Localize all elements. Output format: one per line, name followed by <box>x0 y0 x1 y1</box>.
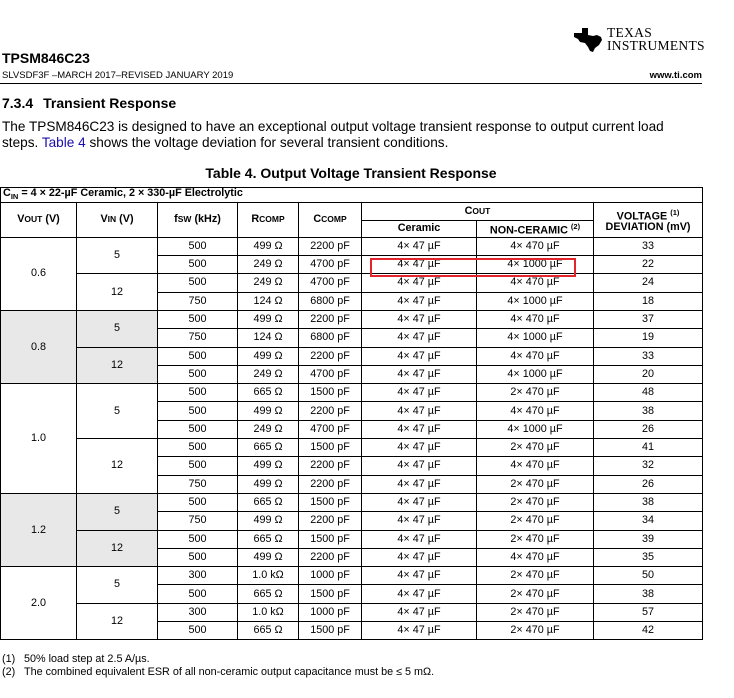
section-title: Transient Response <box>43 95 177 111</box>
table-notes <box>2 653 434 679</box>
ceramic-cell: 4× 47 µF <box>362 603 477 621</box>
ccomp-cell: 2200 pF <box>299 347 362 365</box>
fsw-cell: 300 <box>158 603 238 621</box>
non-ceramic-cell: 4× 1000 µF <box>477 365 594 383</box>
texas-state-icon <box>573 27 603 53</box>
ceramic-cell: 4× 47 µF <box>362 310 477 328</box>
ccomp-cell: 4700 pF <box>299 274 362 292</box>
ccomp-cell: 6800 pF <box>299 292 362 310</box>
ccomp-cell: 2200 pF <box>299 548 362 566</box>
non-ceramic-cell: 4× 470 µF <box>477 310 594 328</box>
ccomp-cell: 4700 pF <box>299 420 362 438</box>
header-voltage-deviation: VOLTAGE $^{(1)}$ DEVIATION (mV) <box>594 203 703 238</box>
rcomp-cell: 499 Ω <box>238 457 299 475</box>
deviation-cell: 38 <box>594 493 703 511</box>
rcomp-cell: 499 Ω <box>238 347 299 365</box>
ceramic-cell: 4× 47 µF <box>362 621 477 639</box>
deviation-cell: 32 <box>594 457 703 475</box>
website-link[interactable]: www.ti.com <box>649 70 702 81</box>
non-ceramic-cell: 4× 470 µF <box>477 457 594 475</box>
vout-cell: 1.0 <box>1 384 77 494</box>
ceramic-cell: 4× 47 µF <box>362 256 477 274</box>
deviation-cell: 22 <box>594 256 703 274</box>
header-rcomp: RCOMP <box>238 203 299 238</box>
fsw-cell: 500 <box>158 310 238 328</box>
rcomp-cell: 249 Ω <box>238 420 299 438</box>
ccomp-cell: 1000 pF <box>299 603 362 621</box>
ccomp-cell: 2200 pF <box>299 512 362 530</box>
fsw-cell: 500 <box>158 347 238 365</box>
ceramic-cell: 4× 47 µF <box>362 347 477 365</box>
ti-logo <box>573 25 705 55</box>
rcomp-cell: 665 Ω <box>238 585 299 603</box>
fsw-cell: 500 <box>158 530 238 548</box>
rcomp-cell: 665 Ω <box>238 384 299 402</box>
ceramic-cell: 4× 47 µF <box>362 567 477 585</box>
non-ceramic-cell: 2× 470 µF <box>477 384 594 402</box>
vout-cell: 0.8 <box>1 310 77 383</box>
section-number: 7.3.4 <box>2 95 34 111</box>
ceramic-cell: 4× 47 µF <box>362 585 477 603</box>
conditions-cell: $C_{IN} = 4 \times 22-\mu F$ Ceramic, 2 × 330-µF Electrolytic <box>1 188 703 203</box>
rcomp-cell: 499 Ω <box>238 512 299 530</box>
fsw-cell: 500 <box>158 621 238 639</box>
ceramic-cell: 4× 47 µF <box>362 402 477 420</box>
rcomp-cell: 249 Ω <box>238 365 299 383</box>
non-ceramic-cell: 4× 1000 µF <box>477 256 594 274</box>
ceramic-cell: 4× 47 µF <box>362 237 477 255</box>
deviation-cell: 33 <box>594 237 703 255</box>
conditions-row <box>1 188 703 203</box>
deviation-cell: 48 <box>594 384 703 402</box>
table-body <box>1 188 703 640</box>
note-1: (1) 50% load step at 2.5 A/µs. <box>2 653 150 665</box>
intro-paragraph <box>2 119 702 150</box>
header-rule <box>0 83 702 84</box>
fsw-cell: 500 <box>158 365 238 383</box>
fsw-cell: 750 <box>158 475 238 493</box>
ccomp-cell: 1000 pF <box>299 567 362 585</box>
non-ceramic-cell: 4× 470 µF <box>477 347 594 365</box>
ceramic-cell: 4× 47 µF <box>362 530 477 548</box>
non-ceramic-cell: 4× 470 µF <box>477 237 594 255</box>
rcomp-cell: 1.0 kΩ <box>238 603 299 621</box>
ceramic-cell: 4× 47 µF <box>362 493 477 511</box>
deviation-cell: 39 <box>594 530 703 548</box>
deviation-cell: 35 <box>594 548 703 566</box>
ccomp-cell: 4700 pF <box>299 256 362 274</box>
non-ceramic-cell: 4× 1000 µF <box>477 292 594 310</box>
vin-cell: 5 <box>77 567 158 604</box>
fsw-cell: 750 <box>158 292 238 310</box>
fsw-cell: 750 <box>158 329 238 347</box>
vin-cell: 5 <box>77 237 158 274</box>
ccomp-cell: 2200 pF <box>299 475 362 493</box>
vout-cell: 2.0 <box>1 567 77 640</box>
vin-cell: 5 <box>77 384 158 439</box>
table-caption: Table 4. Output Voltage Transient Response <box>205 165 497 181</box>
ccomp-cell: 1500 pF <box>299 384 362 402</box>
header-vin: VIN (V) <box>77 203 158 238</box>
rcomp-cell: 249 Ω <box>238 274 299 292</box>
non-ceramic-cell: 4× 1000 µF <box>477 329 594 347</box>
non-ceramic-cell: 2× 470 µF <box>477 512 594 530</box>
ceramic-cell: 4× 47 µF <box>362 292 477 310</box>
table-4-link[interactable]: Table 4 <box>41 134 86 150</box>
document-title: TPSM846C23 <box>2 50 90 66</box>
rcomp-cell: 499 Ω <box>238 475 299 493</box>
non-ceramic-cell: 2× 470 µF <box>477 603 594 621</box>
ceramic-cell: 4× 47 µF <box>362 274 477 292</box>
note-2: (2) The combined equivalent ESR of all non-ceramic output capacitance must be ≤ 5 mΩ. <box>2 666 435 678</box>
logo-text-line2: INSTRUMENTS <box>607 38 705 53</box>
intro-text-after: shows the voltage deviation for several transient conditions. <box>89 134 449 150</box>
rcomp-cell: 499 Ω <box>238 237 299 255</box>
fsw-cell: 500 <box>158 402 238 420</box>
ccomp-cell: 1500 pF <box>299 493 362 511</box>
fsw-cell: 500 <box>158 548 238 566</box>
deviation-cell: 19 <box>594 329 703 347</box>
header-cout: COUT <box>362 203 594 221</box>
section-heading <box>2 95 176 111</box>
fsw-cell: 500 <box>158 256 238 274</box>
vin-cell: 12 <box>77 439 158 494</box>
ceramic-cell: 4× 47 µF <box>362 329 477 347</box>
deviation-cell: 38 <box>594 585 703 603</box>
non-ceramic-cell: 2× 470 µF <box>477 439 594 457</box>
table-row <box>1 603 703 621</box>
deviation-cell: 20 <box>594 365 703 383</box>
ceramic-cell: 4× 47 µF <box>362 457 477 475</box>
deviation-cell: 26 <box>594 475 703 493</box>
deviation-cell: 24 <box>594 274 703 292</box>
non-ceramic-cell: 2× 470 µF <box>477 585 594 603</box>
conditions-text: = 4 × 22-µF Ceramic, 2 × 330-µF Electrolytic <box>21 187 243 199</box>
header-row-1 <box>1 203 703 221</box>
fsw-cell: 500 <box>158 384 238 402</box>
rcomp-cell: 665 Ω <box>238 530 299 548</box>
header-ccomp: CCOMP <box>299 203 362 238</box>
vin-cell: 12 <box>77 530 158 567</box>
table-row <box>1 439 703 457</box>
non-ceramic-cell: 2× 470 µF <box>477 475 594 493</box>
ceramic-cell: 4× 47 µF <box>362 384 477 402</box>
ceramic-cell: 4× 47 µF <box>362 475 477 493</box>
deviation-cell: 57 <box>594 603 703 621</box>
ccomp-cell: 1500 pF <box>299 621 362 639</box>
non-ceramic-cell: 4× 1000 µF <box>477 420 594 438</box>
ccomp-cell: 1500 pF <box>299 439 362 457</box>
transient-response-table <box>0 187 703 640</box>
vin-cell: 12 <box>77 274 158 311</box>
document-revision: SLVSDF3F –MARCH 2017–REVISED JANUARY 2019 <box>2 70 234 81</box>
rcomp-cell: 499 Ω <box>238 310 299 328</box>
deviation-cell: 50 <box>594 567 703 585</box>
rcomp-cell: 499 Ω <box>238 548 299 566</box>
vout-cell: 0.6 <box>1 237 77 310</box>
ceramic-cell: 4× 47 µF <box>362 512 477 530</box>
header-fsw: fSW (kHz) <box>158 203 238 238</box>
vin-cell: 12 <box>77 347 158 384</box>
deviation-cell: 38 <box>594 402 703 420</box>
table-row <box>1 310 703 328</box>
ccomp-cell: 1500 pF <box>299 585 362 603</box>
table-row <box>1 237 703 255</box>
table-row <box>1 567 703 585</box>
ccomp-cell: 2200 pF <box>299 237 362 255</box>
rcomp-cell: 249 Ω <box>238 256 299 274</box>
fsw-cell: 500 <box>158 439 238 457</box>
rcomp-cell: 1.0 kΩ <box>238 567 299 585</box>
conditions-sub: IN <box>10 192 19 202</box>
ccomp-cell: 6800 pF <box>299 329 362 347</box>
table-row <box>1 347 703 365</box>
rcomp-cell: 665 Ω <box>238 439 299 457</box>
non-ceramic-cell: 4× 470 µF <box>477 402 594 420</box>
fsw-cell: 300 <box>158 567 238 585</box>
fsw-cell: 500 <box>158 420 238 438</box>
rcomp-cell: 499 Ω <box>238 402 299 420</box>
rcomp-cell: 665 Ω <box>238 493 299 511</box>
table-row <box>1 274 703 292</box>
non-ceramic-cell: 2× 470 µF <box>477 493 594 511</box>
deviation-cell: 41 <box>594 439 703 457</box>
vin-cell: 5 <box>77 493 158 530</box>
fsw-cell: 750 <box>158 512 238 530</box>
non-ceramic-cell: 4× 470 µF <box>477 274 594 292</box>
ceramic-cell: 4× 47 µF <box>362 420 477 438</box>
table-row <box>1 493 703 511</box>
deviation-cell: 34 <box>594 512 703 530</box>
header-vout: VOUT (V) <box>1 203 77 238</box>
header-non-ceramic: NON-CERAMIC $^{(2)}$ <box>477 221 594 238</box>
table-row <box>1 530 703 548</box>
fsw-cell: 500 <box>158 457 238 475</box>
deviation-cell: 37 <box>594 310 703 328</box>
vin-cell: 12 <box>77 603 158 640</box>
rcomp-cell: 124 Ω <box>238 329 299 347</box>
deviation-cell: 18 <box>594 292 703 310</box>
header-ceramic: Ceramic <box>362 221 477 238</box>
ceramic-cell: 4× 47 µF <box>362 439 477 457</box>
logo-text-line1: TEXAS <box>607 25 652 40</box>
highlight-box <box>370 258 576 277</box>
fsw-cell: 500 <box>158 274 238 292</box>
vout-cell: 1.2 <box>1 493 77 566</box>
ccomp-cell: 2200 pF <box>299 310 362 328</box>
ccomp-cell: 2200 pF <box>299 402 362 420</box>
ceramic-cell: 4× 47 µF <box>362 365 477 383</box>
rcomp-cell: 665 Ω <box>238 621 299 639</box>
non-ceramic-cell: 2× 470 µF <box>477 567 594 585</box>
deviation-cell: 42 <box>594 621 703 639</box>
fsw-cell: 500 <box>158 585 238 603</box>
fsw-cell: 500 <box>158 237 238 255</box>
rcomp-cell: 124 Ω <box>238 292 299 310</box>
vin-cell: 5 <box>77 310 158 347</box>
non-ceramic-cell: 2× 470 µF <box>477 621 594 639</box>
non-ceramic-cell: 4× 470 µF <box>477 548 594 566</box>
ccomp-cell: 2200 pF <box>299 457 362 475</box>
fsw-cell: 500 <box>158 493 238 511</box>
table-row <box>1 384 703 402</box>
ceramic-cell: 4× 47 µF <box>362 548 477 566</box>
ccomp-cell: 4700 pF <box>299 365 362 383</box>
ccomp-cell: 1500 pF <box>299 530 362 548</box>
deviation-cell: 33 <box>594 347 703 365</box>
intro-text-before: The TPSM846C23 is designed to have an exceptional output voltage transient response to output current load steps. <box>2 119 664 150</box>
non-ceramic-cell: 2× 470 µF <box>477 530 594 548</box>
deviation-cell: 26 <box>594 420 703 438</box>
